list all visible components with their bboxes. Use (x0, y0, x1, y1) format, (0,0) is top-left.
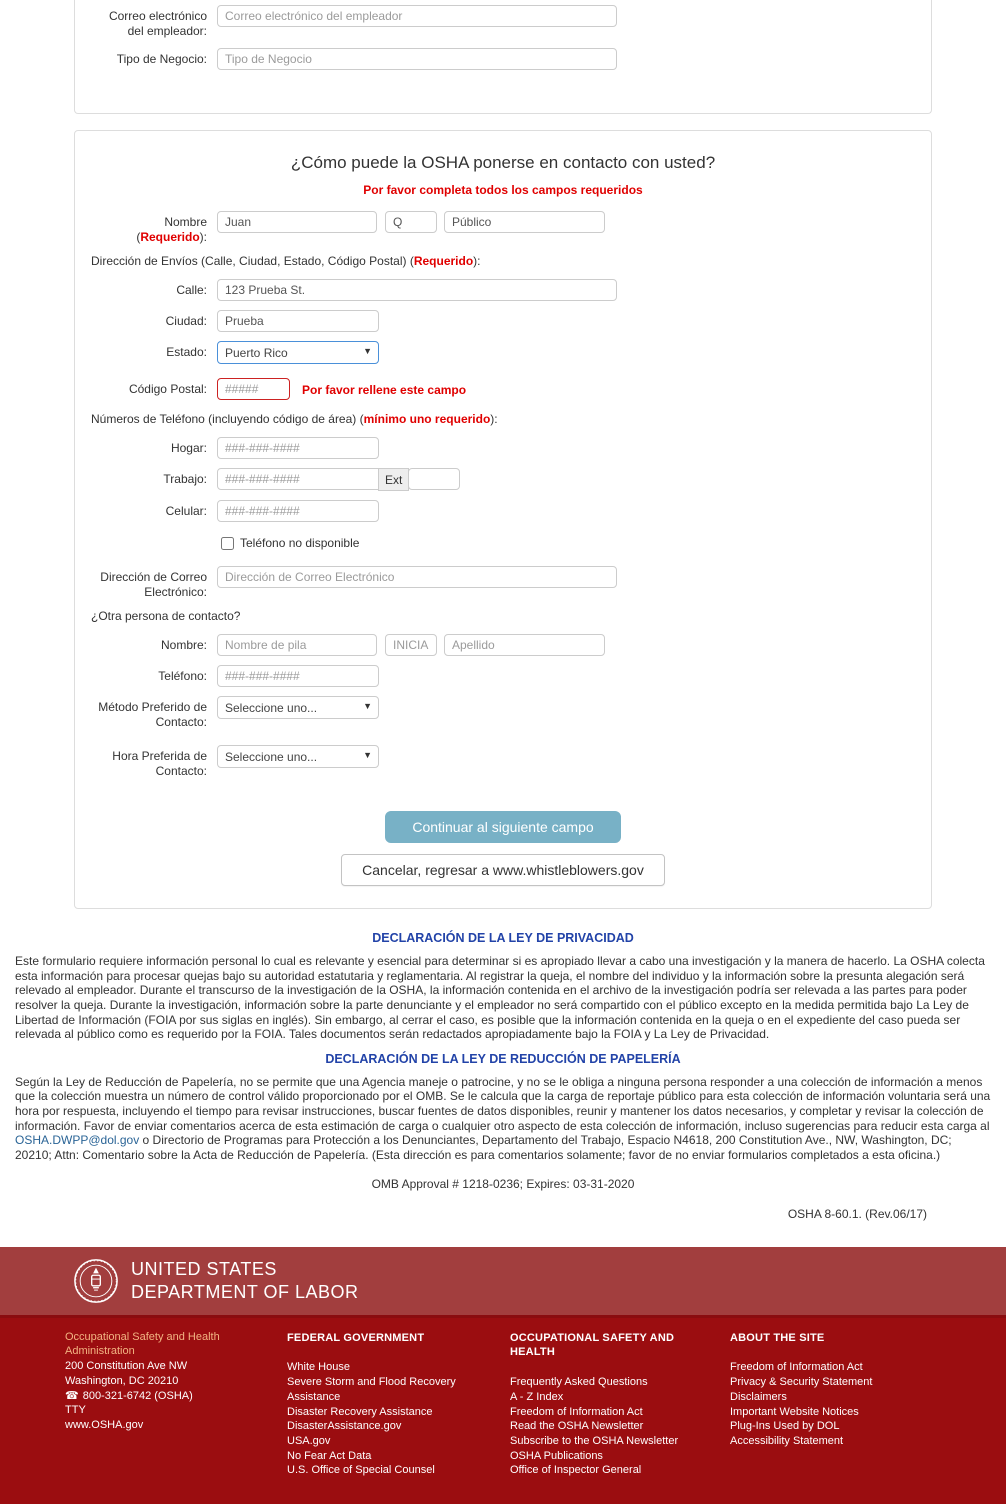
employer-info-card (74, 0, 932, 114)
footer-link[interactable]: Privacy & Security Statement (730, 1376, 873, 1389)
footer-address-line2: Washington, DC 20210 (65, 1374, 179, 1387)
footer-links (0, 1318, 1006, 1504)
street-label: Calle: (176, 283, 207, 297)
required-notice: Por favor completa todos los campos requeridos (363, 183, 643, 197)
mailing-address-header: Dirección de Envíos (Calle, Ciudad, Estado, Código Postal) (Requerido): (91, 254, 481, 268)
phone-icon: ☎ (65, 1389, 79, 1402)
footer-link[interactable]: U.S. Office of Special Counsel (287, 1464, 435, 1477)
work-phone-label: Trabajo: (163, 472, 207, 486)
footer-column-header: ABOUT THE SITE (730, 1331, 825, 1344)
footer-link[interactable]: DisasterAssistance.gov (287, 1420, 402, 1433)
footer-org-line2: DEPARTMENT OF LABOR (131, 1281, 359, 1302)
chevron-down-icon: ▼ (363, 750, 372, 760)
continue-button[interactable]: Continuar al siguiente campo (385, 811, 620, 843)
dwpp-email-link[interactable]: OSHA.DWPP@dol.gov (15, 1133, 140, 1148)
email-label: Dirección de Correo Electrónico: (100, 570, 207, 599)
footer-link[interactable]: Disaster Recovery Assistance (287, 1405, 433, 1418)
footer-link[interactable]: Subscribe to the OSHA Newsletter (510, 1434, 679, 1447)
footer-link[interactable]: A - Z Index (510, 1390, 564, 1403)
footer-link[interactable]: Accessibility Statement (730, 1434, 844, 1447)
footer-link-tty[interactable]: TTY (65, 1404, 86, 1417)
dol-seal-icon (73, 1258, 119, 1304)
footer-column-about (730, 1330, 890, 1479)
footer-link-osha-gov[interactable]: www.OSHA.gov (65, 1418, 144, 1431)
no-phone-checkbox[interactable] (221, 537, 234, 550)
preferred-method-label: Método Preferido de Contacto: (98, 700, 207, 729)
paperwork-act-body: Según la Ley de Reducción de Papelería, no se permite que una Agencia maneje o patrocine, y no se le obliga a ninguna persona responder a una colección de información a menos que la colección muestra un número de control válido proporcionado por el OMB. Se le calcula que la carga de reportaje público para esta colección de información voluntaria será una hora por respuesta, incluyendo el tiempo para revisar instrucciones, buscar fuentes de datos disponibles, reunir y mantener los datos necesarios, y completar y revisar la colección de información. Favor de enviar comentarios acerca de esta estimación de carga o cualquier otro aspecto de esta colección de información, incluso sugerencias para reducir esta carga al OSHA.DWPP@dol.gov o Directorio de Programas para Protección a los Denunciantes, Departamento del Trabajo, Espacio N4618, 200 Constitution Ave., NW, Washington, DC; 20210; Attn: Comentario sobre la Acta de Reducción de Papelería. (Esta dirección es para comentarios solamente; favor de no enviar formularios completados a esta oficina.) (15, 1074, 991, 1162)
cell-phone-input[interactable] (217, 500, 379, 522)
employer-email-input[interactable] (217, 5, 617, 27)
legal-statements (15, 931, 991, 1191)
footer-link[interactable]: Severe Storm and Flood Recovery Assistance (287, 1376, 456, 1403)
business-type-label: Tipo de Negocio: (116, 52, 207, 66)
footer-link[interactable]: White House (287, 1361, 350, 1374)
omb-approval-line: OMB Approval # 1218-0236; Expires: 03-31-2020 (371, 1176, 635, 1191)
other-phone-label: Teléfono: (158, 669, 207, 683)
name-label: Nombre (Requerido): (136, 215, 207, 244)
zip-error-message: Por favor rellene este campo (302, 383, 467, 397)
footer-column-federal-government (287, 1330, 510, 1479)
work-phone-ext-input[interactable] (408, 468, 460, 490)
footer-link[interactable]: Freedom of Information Act (510, 1405, 643, 1418)
email-input[interactable] (217, 566, 617, 588)
form-title: ¿Cómo puede la OSHA ponerse en contacto con usted? (290, 153, 716, 172)
preferred-method-select[interactable] (217, 696, 379, 719)
home-phone-label: Hogar: (170, 441, 207, 455)
privacy-act-body: Este formulario requiere información personal lo cual es relevante y esencial para determinar si es apropiado llevar a cabo una investigación y la manera de hacerlo. La OSHA colecta esta información para procesar quejas bajo su autoridad estatutaria y reglamentaria. Al registrar la queja, el nombre del individuo y la información sobre la presunta alegación será relevado al empleador. Durante el transcurso de la investigación de la OSHA, la información contenida en el archivo de la investigación podría ser relevada a las partes para poder resolver la queja. Durante la investigación, información sobre la parte denunciante y el empleador no será compartido con el público excepto en la medida permitida bajo La Ley de Libertad de Información (FOIA por sus siglas en inglés). Sin embargo, al cerrar el caso, es posible que la información contenida en la queja o en el expediente del caso pueda ser relevada al público como es requerido por la FOIA. Tales documentos serán redactados apropiadamente bajo la FOIA y La Ley de Privacidad. (15, 954, 985, 1042)
preferred-time-label: Hora Preferida de Contacto: (112, 749, 207, 778)
home-phone-input[interactable] (217, 437, 379, 459)
other-name-label: Nombre: (160, 638, 207, 652)
preferred-time-select[interactable] (217, 745, 379, 768)
footer-org-line1: UNITED STATES (131, 1258, 277, 1279)
form-number: OSHA 8-60.1. (Rev.06/17) (787, 1206, 927, 1221)
footer-phone-line: ☎ 800-321-6742 (OSHA) (65, 1389, 193, 1402)
footer-link[interactable]: OSHA Publications (510, 1449, 603, 1462)
business-type-input[interactable] (217, 48, 617, 70)
footer-link[interactable]: Important Website Notices (730, 1405, 859, 1418)
paperwork-act-title: DECLARACIÓN DE LA LEY DE REDUCCIÓN DE PAPELERÍA (325, 1051, 681, 1066)
other-middle-initial-input[interactable] (385, 634, 437, 656)
footer-link[interactable]: USA.gov (287, 1434, 331, 1447)
contact-info-card (74, 130, 932, 909)
footer-link[interactable]: No Fear Act Data (287, 1449, 372, 1462)
no-phone-checkbox-label: Teléfono no disponible (240, 536, 360, 550)
other-phone-input[interactable] (217, 665, 379, 687)
city-input[interactable] (217, 310, 379, 332)
last-name-input[interactable] (444, 211, 605, 233)
other-contact-header: ¿Otra persona de contacto? (91, 609, 241, 623)
city-label: Ciudad: (165, 314, 207, 328)
cancel-button[interactable]: Cancelar, regresar a www.whistleblowers.gov (341, 854, 665, 886)
work-phone-input[interactable] (217, 468, 379, 490)
footer-address-line1: 200 Constitution Ave NW (65, 1360, 188, 1373)
ext-addon-label: Ext (378, 468, 409, 491)
employer-email-label: Correo electrónico del empleador: (108, 9, 207, 38)
phone-numbers-header: Números de Teléfono (incluyendo código de área) (mínimo uno requerido): (91, 412, 498, 426)
footer-column-header: OCCUPATIONAL SAFETY AND HEALTH (510, 1331, 675, 1359)
zip-label: Código Postal: (128, 382, 207, 396)
state-label: Estado: (166, 345, 207, 359)
cell-phone-label: Celular: (165, 504, 207, 518)
footer-link-agency[interactable]: Occupational Safety and Health Administration (65, 1330, 220, 1358)
chevron-down-icon: ▼ (363, 346, 372, 356)
other-last-name-input[interactable] (444, 634, 605, 656)
chevron-down-icon: ▼ (363, 701, 372, 711)
middle-initial-input[interactable] (385, 211, 437, 233)
footer-link[interactable]: Frequently Asked Questions (510, 1376, 648, 1389)
footer-column-header: FEDERAL GOVERNMENT (287, 1331, 425, 1344)
zip-input[interactable] (217, 378, 290, 400)
privacy-act-title: DECLARACIÓN DE LA LEY DE PRIVACIDAD (372, 931, 634, 945)
first-name-input[interactable] (217, 211, 377, 233)
footer-org-name (131, 1258, 359, 1304)
footer-link[interactable]: Disclaimers (730, 1390, 787, 1403)
other-first-name-input[interactable] (217, 634, 377, 656)
footer-link[interactable]: Freedom of Information Act (730, 1361, 863, 1374)
footer-link[interactable]: Plug-Ins Used by DOL (730, 1420, 840, 1433)
street-input[interactable] (217, 279, 617, 301)
footer-column-osh (510, 1330, 730, 1479)
state-select[interactable] (217, 341, 379, 364)
footer-column-agency (65, 1330, 287, 1479)
footer-link[interactable]: Read the OSHA Newsletter (510, 1420, 644, 1433)
footer-agency-banner (0, 1247, 1006, 1318)
footer-link[interactable]: Office of Inspector General (510, 1464, 642, 1477)
